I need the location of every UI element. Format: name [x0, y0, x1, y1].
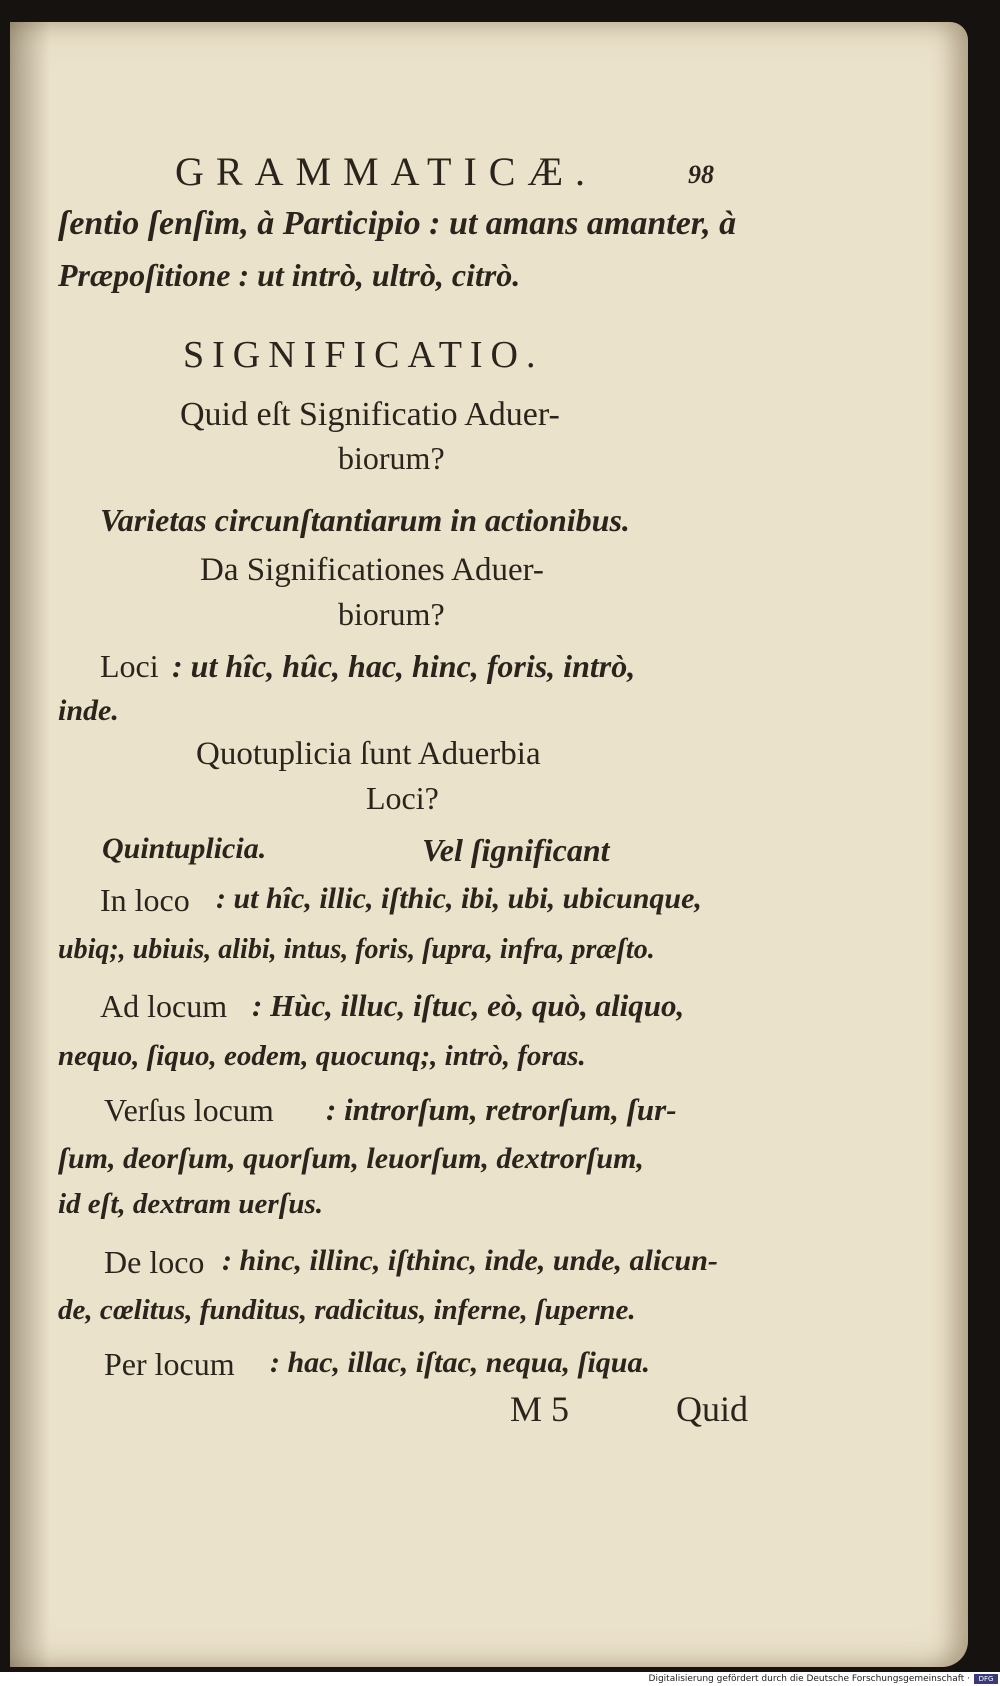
question-2-line-1: Da Significationes Aduer- — [200, 552, 544, 588]
text-line-2: Præpoſitione : ut intrò, ultrò, citrò. — [58, 257, 521, 293]
ad-locum-label: Ad locum — [100, 988, 228, 1024]
dfg-logo: DFG — [974, 1674, 998, 1684]
ad-locum-text: : Hùc, illuc, iſtuc, eò, quò, aliquo, — [252, 988, 685, 1023]
digitization-footer — [0, 1672, 1000, 1686]
signature-mark: M 5 — [510, 1389, 570, 1429]
in-loco-label: In loco — [100, 882, 190, 918]
versus-locum-text: : introrſum, retrorſum, ſur- — [326, 1092, 677, 1127]
text-line-1: ſentio ſenſim, à Participio : ut amans amanter, à — [58, 205, 737, 242]
question-1-line-2: biorum? — [338, 440, 445, 476]
versus-locum-line-3: id eſt, dextram uerſus. — [58, 1188, 324, 1220]
question-1-line-1: Quid eſt Significatio Aduer- — [180, 396, 560, 433]
footer-text: Digitalisierung gefördert durch die Deutsche Forschungsgemeinschaft · — [648, 1674, 970, 1684]
answer-1: Varietas circunſtantiarum in actionibus. — [100, 502, 630, 538]
de-loco-line-2: de, cœlitus, funditus, radicitus, inferne, ſuperne. — [58, 1294, 636, 1326]
versus-locum-line-2: ſum, deorſum, quorſum, leuorſum, dextrorſum, — [58, 1142, 644, 1175]
answer-3-text: Vel ſignificant — [422, 832, 610, 868]
answer-2-text: : ut hîc, hûc, hac, hinc, foris, intrò, — [172, 648, 636, 684]
de-loco-text: : hinc, illinc, iſthinc, inde, unde, alicun- — [222, 1244, 718, 1277]
question-2-line-2: biorum? — [338, 596, 445, 632]
per-locum-text: : hac, illac, iſtac, nequa, ſiqua. — [270, 1346, 650, 1379]
page-number: 98 — [688, 160, 714, 189]
in-loco-line-2: ubiq;, ubiuis, alibi, intus, foris, ſupra, infra, præſto. — [58, 934, 655, 965]
question-3-line-1: Quotuplicia ſunt Aduerbia — [196, 736, 541, 772]
answer-2-line-2: inde. — [58, 694, 119, 727]
answer-2-label: Loci — [100, 648, 159, 684]
page-gutter-shadow — [10, 22, 50, 1667]
running-head: GRAMMATICÆ. — [175, 149, 598, 194]
section-heading: SIGNIFICATIO. — [183, 334, 544, 376]
catchword: Quid — [676, 1389, 748, 1429]
versus-locum-label: Verſus locum — [104, 1092, 274, 1128]
in-loco-text: : ut hîc, illic, iſthic, ibi, ubi, ubicunque, — [216, 882, 702, 915]
per-locum-label: Per locum — [104, 1346, 235, 1382]
answer-3-label: Quintuplicia. — [102, 832, 267, 865]
ad-locum-line-2: nequo, ſiquo, eodem, quocunq;, intrò, foras. — [58, 1040, 586, 1072]
question-3-line-2: Loci? — [366, 780, 439, 816]
de-loco-label: De loco — [104, 1244, 205, 1280]
